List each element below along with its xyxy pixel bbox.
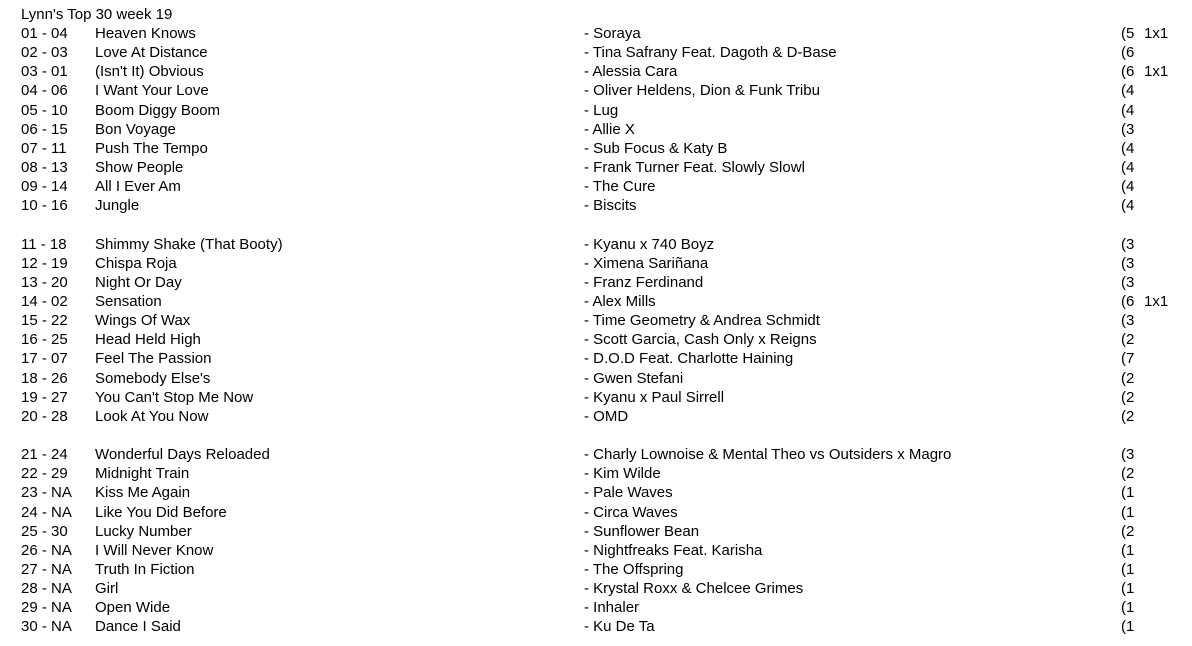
artist-name: - Pale Waves: [584, 484, 673, 502]
weeks-on-chart: (2: [1121, 331, 1135, 349]
song-title: (Isn't It) Obvious: [95, 63, 204, 81]
artist-name: - Ximena Sariñana: [584, 254, 709, 272]
chart-row: [0, 560, 1192, 579]
artist-name: - Ku De Ta: [584, 618, 655, 636]
weeks-on-chart: (1: [1121, 580, 1135, 598]
weeks-on-chart: (2: [1121, 407, 1135, 425]
position-change: 29 - NA: [21, 599, 72, 617]
group-spacer: [0, 215, 1192, 234]
position-change: 12 - 19: [21, 254, 68, 272]
peak-count: 1x1: [1144, 25, 1169, 42]
artist-name: - Inhaler: [584, 599, 640, 617]
song-title: Wings Of Wax: [95, 312, 191, 330]
group-spacer: [0, 426, 1192, 445]
artist-name: - The Cure: [584, 178, 656, 196]
artist-name: - Kyanu x Paul Sirrell: [584, 388, 725, 406]
song-title: All I Ever Am: [95, 178, 181, 196]
song-title: Love At Distance: [95, 44, 208, 62]
chart-row: [0, 349, 1192, 368]
weeks-on-chart: (1: [1121, 503, 1135, 521]
weeks-on-chart: (7: [1121, 350, 1135, 368]
chart-row: [0, 311, 1192, 330]
position-change: 14 - 02: [21, 292, 68, 310]
artist-name: - OMD: [584, 407, 629, 425]
song-title: You Can't Stop Me Now: [95, 388, 254, 406]
position-change: 02 - 03: [21, 44, 68, 62]
chart-row: [0, 24, 1192, 43]
peak-count: 1x1: [1144, 63, 1169, 81]
position-change: 05 - 10: [21, 101, 68, 119]
song-title: I Want Your Love: [95, 82, 209, 100]
artist-name: - D.O.D Feat. Charlotte Haining: [584, 350, 794, 368]
chart-row: [0, 464, 1192, 483]
position-change: 03 - 01: [21, 63, 68, 81]
position-change: 22 - 29: [21, 465, 68, 483]
song-title: I Will Never Know: [95, 541, 214, 559]
weeks-on-chart: (3: [1121, 235, 1135, 253]
song-title: Open Wide: [95, 599, 171, 617]
chart-row: [0, 196, 1192, 215]
chart-row: [0, 235, 1192, 254]
song-title: Night Or Day: [95, 273, 182, 291]
chart-row: [0, 254, 1192, 273]
weeks-on-chart: (4: [1121, 139, 1135, 157]
chart-row: [0, 369, 1192, 388]
artist-name: - Oliver Heldens, Dion & Funk Tribu: [584, 82, 820, 100]
artist-name: - Time Geometry & Andrea Schmidt: [584, 312, 820, 330]
position-change: 30 - NA: [21, 618, 72, 636]
song-title: Chispa Roja: [95, 254, 177, 272]
weeks-on-chart: (1: [1121, 484, 1135, 502]
weeks-on-chart: (2: [1121, 522, 1135, 540]
weeks-on-chart: (3: [1121, 312, 1135, 330]
weeks-on-chart: (3: [1121, 254, 1135, 272]
artist-name: - Scott Garcia, Cash Only x Reigns: [584, 331, 817, 349]
weeks-on-chart: (1: [1121, 541, 1135, 559]
artist-name: - Kim Wilde: [584, 465, 661, 483]
chart-row: [0, 388, 1192, 407]
position-change: 25 - 30: [21, 522, 68, 540]
chart-row: [0, 617, 1192, 636]
position-change: 01 - 04: [21, 25, 68, 42]
artist-name: - Biscits: [584, 197, 637, 215]
song-title: Shimmy Shake (That Booty): [95, 235, 283, 253]
artist-name: - Circa Waves: [584, 503, 678, 521]
artist-name: - Krystal Roxx & Chelcee Grimes: [584, 580, 804, 598]
page-title: Lynn's Top 30 week 19: [21, 6, 173, 23]
position-change: 13 - 20: [21, 273, 68, 291]
weeks-on-chart: (6: [1121, 44, 1135, 62]
artist-name: - Alessia Cara: [584, 63, 678, 81]
position-change: 06 - 15: [21, 120, 68, 138]
chart-row: [0, 120, 1192, 139]
artist-name: - Nightfreaks Feat. Karisha: [584, 541, 763, 559]
song-title: Boom Diggy Boom: [95, 101, 221, 119]
chart-row: [0, 177, 1192, 196]
position-change: 09 - 14: [21, 178, 68, 196]
song-title: Head Held High: [95, 331, 201, 349]
chart-row: [0, 330, 1192, 349]
chart-row: [0, 43, 1192, 62]
song-title: Wonderful Days Reloaded: [95, 446, 270, 464]
artist-name: - Alex Mills: [584, 292, 656, 310]
artist-name: - Tina Safrany Feat. Dagoth & D-Base: [584, 44, 837, 62]
position-change: 20 - 28: [21, 407, 68, 425]
position-change: 17 - 07: [21, 350, 68, 368]
chart-row: [0, 407, 1192, 426]
artist-name: - Franz Ferdinand: [584, 273, 704, 291]
weeks-on-chart: (3: [1121, 446, 1135, 464]
weeks-on-chart: (3: [1121, 120, 1135, 138]
chart-row: [0, 541, 1192, 560]
weeks-on-chart: (5: [1121, 25, 1135, 42]
chart-row: [0, 292, 1192, 311]
song-title: Look At You Now: [95, 407, 209, 425]
song-title: Feel The Passion: [95, 350, 212, 368]
chart-row: [0, 445, 1192, 464]
weeks-on-chart: (6: [1121, 292, 1135, 310]
artist-name: - The Offspring: [584, 560, 684, 578]
weeks-on-chart: (4: [1121, 101, 1135, 119]
artist-name: - Soraya: [584, 25, 641, 42]
position-change: 11 - 18: [21, 235, 67, 253]
song-title: Like You Did Before: [95, 503, 227, 521]
peak-count: 1x1: [1144, 292, 1169, 310]
position-change: 23 - NA: [21, 484, 72, 502]
artist-name: - Lug: [584, 101, 619, 119]
chart-row: [0, 579, 1192, 598]
weeks-on-chart: (4: [1121, 82, 1135, 100]
artist-name: - Frank Turner Feat. Slowly Slowl: [584, 158, 805, 176]
song-title: Somebody Else's: [95, 369, 211, 387]
song-title: Show People: [95, 158, 184, 176]
artist-name: - Kyanu x 740 Boyz: [584, 235, 715, 253]
artist-name: - Sub Focus & Katy B: [584, 139, 728, 157]
artist-name: - Allie X: [584, 120, 635, 138]
song-title: Bon Voyage: [95, 120, 176, 138]
song-title: Push The Tempo: [95, 139, 208, 157]
song-title: Midnight Train: [95, 465, 190, 483]
position-change: 04 - 06: [21, 82, 68, 100]
song-title: Heaven Knows: [95, 25, 196, 42]
position-change: 07 - 11: [21, 139, 67, 157]
position-change: 27 - NA: [21, 560, 72, 578]
position-change: 15 - 22: [21, 312, 68, 330]
chart-row: [0, 273, 1192, 292]
weeks-on-chart: (1: [1121, 560, 1135, 578]
song-title: Kiss Me Again: [95, 484, 191, 502]
chart-row: [0, 522, 1192, 541]
weeks-on-chart: (4: [1121, 158, 1135, 176]
weeks-on-chart: (1: [1121, 618, 1135, 636]
chart-row: [0, 598, 1192, 617]
position-change: 26 - NA: [21, 541, 72, 559]
chart-row: [0, 62, 1192, 81]
position-change: 08 - 13: [21, 158, 68, 176]
position-change: 16 - 25: [21, 331, 68, 349]
weeks-on-chart: (1: [1121, 599, 1135, 617]
weeks-on-chart: (2: [1121, 369, 1135, 387]
artist-name: - Gwen Stefani: [584, 369, 684, 387]
chart-list: [0, 24, 1192, 637]
position-change: 24 - NA: [21, 503, 72, 521]
position-change: 28 - NA: [21, 580, 72, 598]
song-title: Girl: [95, 580, 119, 598]
chart-row: [0, 81, 1192, 100]
position-change: 18 - 26: [21, 369, 68, 387]
weeks-on-chart: (2: [1121, 388, 1135, 406]
song-title: Sensation: [95, 292, 162, 310]
chart-row: [0, 483, 1192, 502]
weeks-on-chart: (4: [1121, 197, 1135, 215]
weeks-on-chart: (6: [1121, 63, 1135, 81]
song-title: Jungle: [95, 197, 140, 215]
position-change: 10 - 16: [21, 197, 68, 215]
chart-row: [0, 158, 1192, 177]
song-title: Truth In Fiction: [95, 560, 195, 578]
chart-row: [0, 139, 1192, 158]
chart-row: [0, 503, 1192, 522]
song-title: Lucky Number: [95, 522, 192, 540]
artist-name: - Charly Lownoise & Mental Theo vs Outsiders x Magro: [584, 446, 952, 464]
song-title: Dance I Said: [95, 618, 181, 636]
position-change: 19 - 27: [21, 388, 68, 406]
weeks-on-chart: (2: [1121, 465, 1135, 483]
position-change: 21 - 24: [21, 446, 68, 464]
chart-row: [0, 101, 1192, 120]
artist-name: - Sunflower Bean: [584, 522, 700, 540]
weeks-on-chart: (3: [1121, 273, 1135, 291]
weeks-on-chart: (4: [1121, 178, 1135, 196]
